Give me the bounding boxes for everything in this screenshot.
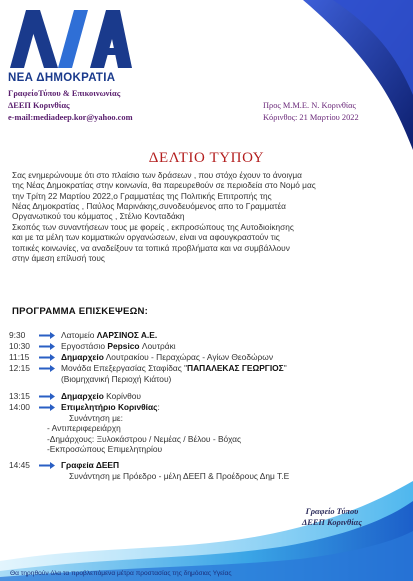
schedule-row xyxy=(9,460,405,471)
paragraph-line: Νέας Δημοκρατίας , Παύλος Μαρινάκης,συνοδευόμενος απο το Γραμματέα xyxy=(12,200,286,211)
schedule-row xyxy=(9,402,405,413)
arrow-right-icon xyxy=(39,343,55,350)
schedule-row xyxy=(9,363,405,374)
signature-line: ΔΕΕΠ Κορινθίας xyxy=(302,518,362,527)
signature-block xyxy=(302,506,362,528)
paragraph-line: Οργανωτικού του κόμματος , Στέλιο Κονταδάκη xyxy=(12,211,185,222)
sender-office: ΓραφείοΤύπου & Επικοινωνίας xyxy=(8,89,121,98)
meeting-with-label: Συνάντηση με: xyxy=(69,412,123,423)
document-title: ΔΕΛΤΙΟ ΤΥΠΟΥ xyxy=(148,150,265,166)
arrow-right-icon xyxy=(39,462,55,469)
recipient-line: Προς Μ.Μ.Ε. Ν. Κορινθίας xyxy=(263,101,356,110)
signature-line: Γραφείο Τύπου xyxy=(305,507,359,516)
arrow-right-icon xyxy=(39,365,55,372)
date-line: Κόρινθος: 21 Μαρτίου 2022 xyxy=(263,113,359,122)
schedule-description: Λατομείο ΛΑΡΣΙΝΟΣ Α.Ε. xyxy=(61,330,158,340)
sender-department: ΔΕΕΠ Κορινθίας xyxy=(8,101,70,110)
schedule-description: Εργοστάσιο Pepsico Λουτράκι xyxy=(61,341,176,351)
sender-email: e-mail:mediadeep.kor@yahoo.com xyxy=(8,113,133,122)
schedule-time: 13:15 xyxy=(9,390,30,401)
schedule-note xyxy=(9,423,405,434)
paragraph-line: της Νέας Δημοκρατίας στην κοινωνία, θα παρευρεθούν σε περιοδεία στο Νομό μας xyxy=(12,180,316,191)
schedule-row xyxy=(9,352,405,363)
nea-dimokratia-logo xyxy=(6,8,134,70)
schedule-description: Μονάδα Επεξεργασίας Σταφίδας "ΠΑΠΑΛΕΚΑΣ ΓΕΩΡΓΙΟΣ" xyxy=(61,363,287,373)
corner-swoosh-decoration xyxy=(263,0,413,160)
paragraph-line: Σκοπός των συναντήσεων τους με φορείς , εκπροσώπους της Αυτοδιοίκησης xyxy=(12,222,294,232)
party-name: ΝΕΑ ΔΗΜΟΚΡΑΤΙΑ xyxy=(8,72,116,84)
schedule-description: Επιμελητήριο Κορινθίας: xyxy=(61,401,160,412)
schedule-time: 11:15 xyxy=(9,352,30,362)
schedule-note xyxy=(9,434,405,445)
footer-note: Θα τηρηθούν όλα τα προβλεπόμενα μέτρα προστασίας της δημόσιας Υγείας xyxy=(10,570,232,577)
meeting-item: -Δημάρχους: Ξυλοκάστρου / Νεμέας / Βέλου - Βόχας xyxy=(47,433,242,444)
schedule-row xyxy=(9,391,405,402)
arrow-right-icon xyxy=(39,393,55,400)
schedule-row xyxy=(9,330,405,341)
meeting-item: -Εκπροσώπους Επιμελητηρίου xyxy=(47,444,163,454)
paragraph-line: την Τρίτη 22 Μαρτίου 2022,ο Γραμματέας της Πολιτικής Επιτροπής της xyxy=(12,190,272,201)
intro-paragraph xyxy=(12,170,404,221)
sender-block xyxy=(8,88,133,124)
schedule-note xyxy=(9,444,405,455)
schedule-time: 14:45 xyxy=(9,459,30,470)
schedule-time: 9:30 xyxy=(9,330,26,340)
schedule-description: Δημαρχείο Λουτρακίου - Περαχώρας - Αγίων Θεοδώρων xyxy=(61,352,274,362)
schedule-list xyxy=(9,330,405,481)
schedule-note xyxy=(9,413,405,424)
arrow-right-icon xyxy=(39,332,55,339)
program-heading: ΠΡΟΓΡΑΜΜΑ ΕΠΙΣΚΕΨΕΩΝ: xyxy=(12,306,149,317)
schedule-row xyxy=(9,341,405,352)
paragraph-line: στην άμεση επίλυσή τους xyxy=(12,252,105,263)
schedule-description: Δημαρχείο Κορίνθου xyxy=(61,390,142,401)
schedule-time: 12:15 xyxy=(9,363,30,373)
schedule-time: 10:30 xyxy=(9,341,30,351)
papalekas-location: (Βιομηχανική Περιοχή Κιάτου) xyxy=(61,374,172,384)
purpose-paragraph xyxy=(12,222,404,263)
paragraph-line: και με τα μέλη των κομματικών οργανώσεων, είναι να αφουγκραστούν τις xyxy=(12,232,280,243)
schedule-note xyxy=(9,374,405,385)
paragraph-line: τοπικές κοινωνίες, να αναδείξουν τα τοπικά προβλήματα και να συμβάλλουν xyxy=(12,242,290,253)
schedule-note xyxy=(9,471,405,482)
schedule-time: 14:00 xyxy=(9,401,30,412)
arrow-right-icon xyxy=(39,354,55,361)
deep-meeting-note: Συνάντηση με Πρόεδρο - μέλη ΔΕΕΠ & Προέδρους Δημ Τ.Ε xyxy=(69,470,290,481)
recipient-block xyxy=(263,100,359,124)
meeting-item: - Αντιπεριφερειάρχη xyxy=(47,423,121,433)
arrow-right-icon xyxy=(39,404,55,411)
schedule-description: Γραφεία ΔΕΕΠ xyxy=(61,459,120,470)
paragraph-line: Σας ενημερώνουμε ότι στο πλαίσιο των δράσεων , που στόχο έχουν το άνοιγμα xyxy=(12,170,302,180)
